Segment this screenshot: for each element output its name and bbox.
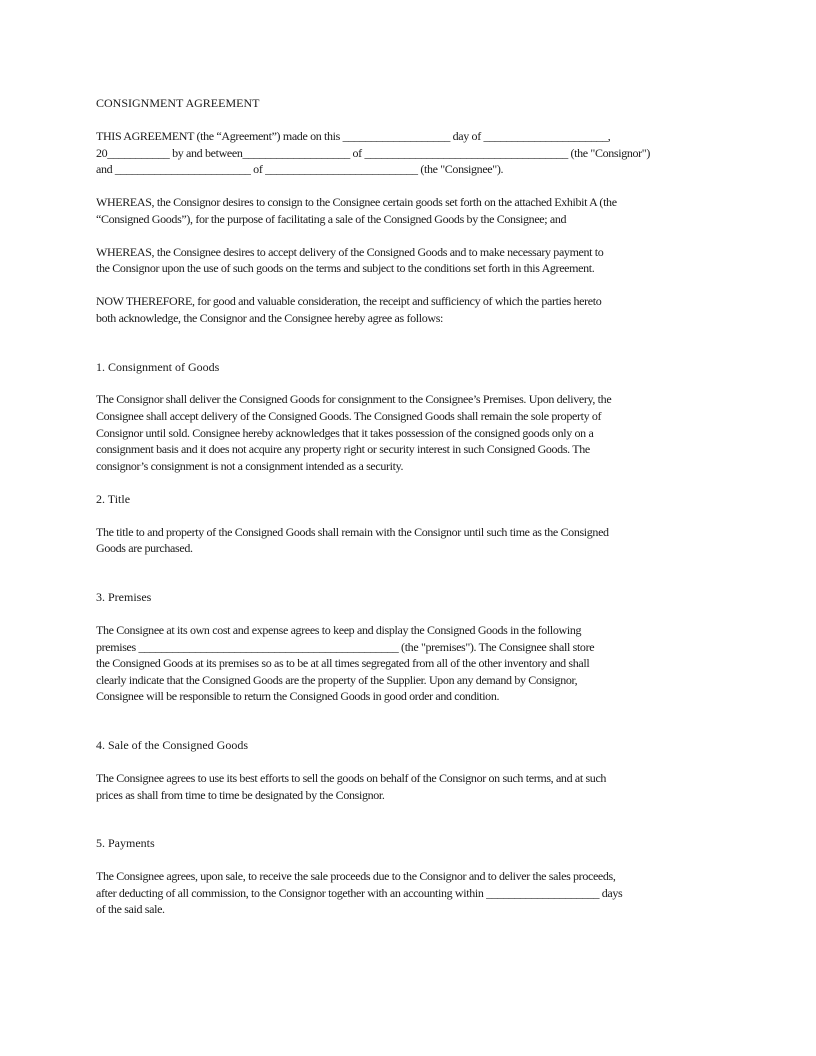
- spacer: [96, 754, 728, 770]
- paragraph-line: premises ______________________________________________ (the "premises"). The Consignee shall store: [96, 639, 595, 654]
- intro-paragraph: [96, 128, 728, 178]
- paragraph-line: Consignee will be responsible to return the Consigned Goods in good order and condition.: [96, 689, 500, 704]
- paragraph-line: the Consigned Goods at its premises so as to be at all times segregated from all of the other inventory and shall: [96, 656, 590, 671]
- paragraph-line: The title to and property of the Consigned Goods shall remain with the Consignor until such time as the Consigned: [96, 524, 609, 539]
- paragraph-line: and ________________________ of ___________________________ (the "Consignee").: [96, 162, 504, 177]
- paragraph-line: of the said sale.: [96, 902, 165, 917]
- paragraph-line: both acknowledge, the Consignor and the Consignee hereby agree as follows:: [96, 310, 444, 325]
- paragraph-line: The Consignee agrees, upon sale, to receive the sale proceeds due to the Consignor and to deliver the sales proceeds,: [96, 869, 616, 884]
- paragraph-line: clearly indicate that the Consigned Goods are the property of the Supplier. Upon any demand by Consignor,: [96, 672, 578, 687]
- section-heading: 3. Premises: [96, 590, 152, 605]
- paragraph-line: the Consignor upon the use of such goods on the terms and subject to the conditions set forth in this Agreement.: [96, 261, 595, 276]
- spacer: [96, 327, 728, 359]
- paragraph-line: prices as shall from time to time be designated by the Consignor.: [96, 787, 385, 802]
- spacer: [96, 474, 728, 490]
- section-heading: 1. Consignment of Goods: [96, 359, 220, 374]
- paragraph-line: The Consignee agrees to use its best efforts to sell the goods on behalf of the Consignor on such terms, and at such: [96, 770, 607, 785]
- paragraph-line: 20___________ by and between___________________ of ____________________________________ (the "Consignor"): [96, 145, 651, 160]
- section-body: [96, 524, 728, 557]
- paragraph-line: NOW THEREFORE, for good and valuable consideration, the receipt and sufficiency of which the parties hereto: [96, 294, 602, 309]
- spacer: [96, 112, 728, 128]
- section-body: [96, 770, 728, 803]
- section-heading: 4. Sale of the Consigned Goods: [96, 737, 248, 752]
- paragraph-line: Consignor until sold. Consignee hereby acknowledges that it takes possession of the consigned goods only on a: [96, 425, 594, 440]
- paragraph-line: after deducting of all commission, to the Consignor together with an accounting within ____________________ days: [96, 885, 623, 900]
- spacer: [96, 507, 728, 523]
- spacer: [96, 178, 728, 194]
- spacer: [96, 705, 728, 737]
- spacer: [96, 803, 728, 835]
- paragraph-line: consignment basis and it does not acquire any property right or security interest in such Consigned Goods. The: [96, 442, 590, 457]
- spacer: [96, 852, 728, 868]
- document-page: [96, 95, 728, 918]
- paragraph-line: consignor’s consignment is not a consignment intended as a security.: [96, 458, 404, 473]
- spacer: [96, 277, 728, 293]
- section-body: [96, 391, 728, 474]
- paragraph-line: Goods are purchased.: [96, 541, 193, 556]
- paragraph-line: THIS AGREEMENT (the “Agreement”) made on this ___________________ day of ______________________,: [96, 128, 611, 143]
- paragraph-line: The Consignor shall deliver the Consigned Goods for consignment to the Consignee’s Premises. Upon delivery, the: [96, 392, 612, 407]
- paragraph-line: Consignee shall accept delivery of the Consigned Goods. The Consigned Goods shall remain the sole property of: [96, 409, 602, 424]
- paragraph-line: “Consigned Goods”), for the purpose of facilitating a sale of the Consigned Goods by the Consignee; and: [96, 211, 567, 226]
- paragraph-line: WHEREAS, the Consignee desires to accept delivery of the Consigned Goods and to make necessary payment to: [96, 244, 604, 259]
- section-heading: 2. Title: [96, 491, 131, 506]
- document-title: CONSIGNMENT AGREEMENT: [96, 96, 260, 110]
- paragraph-line: The Consignee at its own cost and expense agrees to keep and display the Consigned Goods in the following: [96, 623, 582, 637]
- spacer: [96, 375, 728, 391]
- section-body: [96, 622, 728, 705]
- whereas-paragraph-1: [96, 194, 728, 227]
- spacer: [96, 227, 728, 243]
- paragraph-line: WHEREAS, the Consignor desires to consign to the Consignee certain goods set forth on the attached Exhibit A (the: [96, 195, 617, 210]
- section-heading: 5. Payments: [96, 836, 155, 851]
- now-therefore-paragraph: [96, 293, 728, 326]
- spacer: [96, 606, 728, 622]
- section-body: [96, 868, 728, 918]
- spacer: [96, 557, 728, 589]
- whereas-paragraph-2: [96, 244, 728, 277]
